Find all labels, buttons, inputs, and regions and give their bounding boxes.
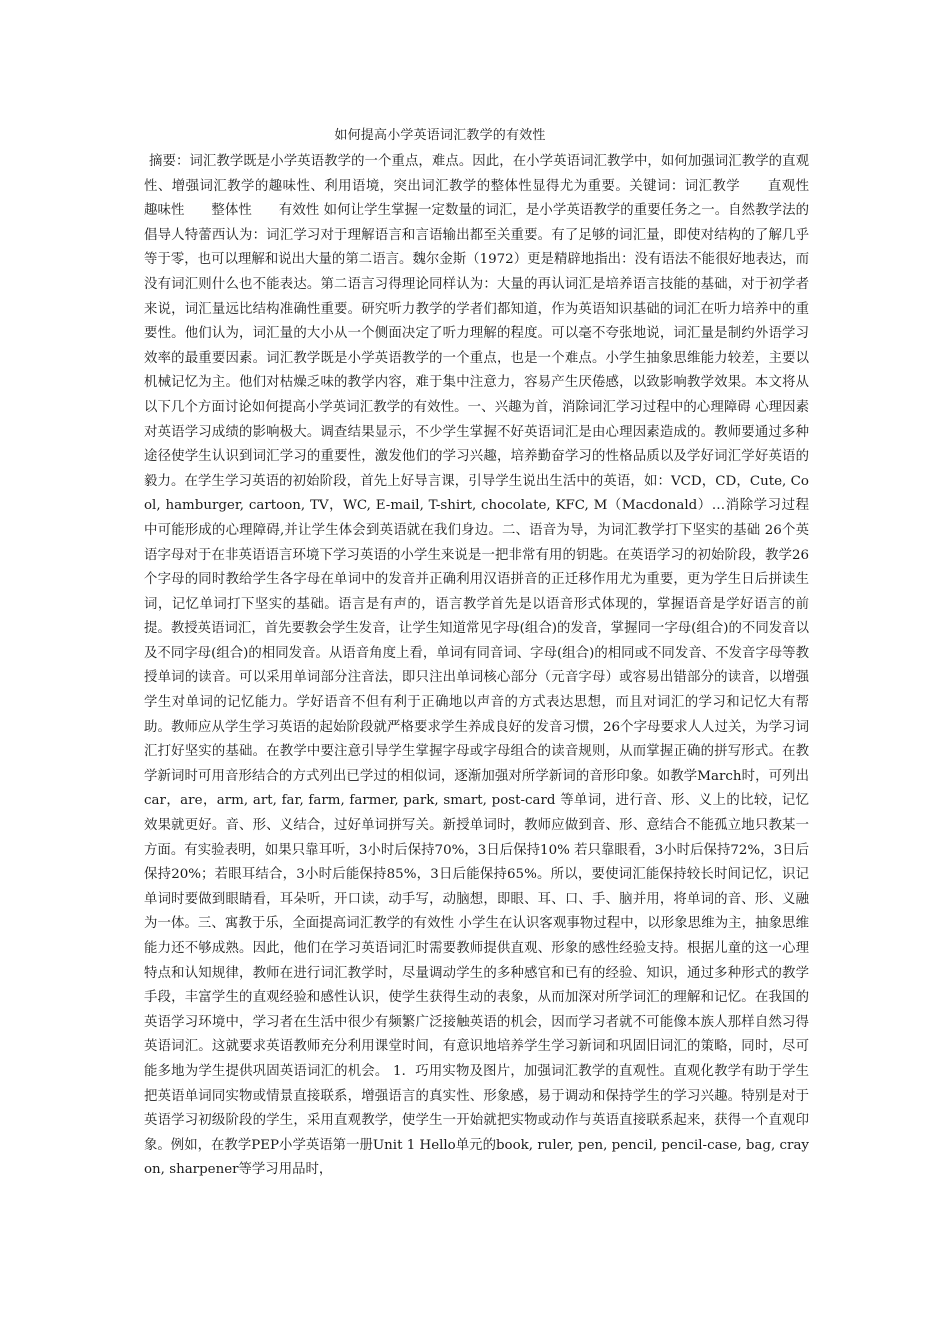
document-body — [144, 150, 836, 1183]
document-title: 如何提高小学英语词汇教学的有效性 — [334, 128, 546, 143]
body-paragraph: 摘要：词汇教学既是小学英语教学的一个重点，难点。因此，在小学英语词汇教学中，如何加强词汇教学的直观性、增强词汇教学的趣味性、利用语境，突出词汇教学的整体性显得尤为重要。关键词：词汇教学 直观性 趣味性 整体性 有效性 如何让学生掌握一定数量的词汇，是小学英语教学的重要任务之一。自然教学法的倡导人特蕾西认为：词汇学习对于理解语言和言语输出都至关重要。有了足够的词汇量，即使对结构的了解几乎等于零，也可以理解和说出大量的第二语言。魏尔金斯（1972）更是精辟地指出：没有语法不能很好地表达，而没有词汇则什么也不能表达。第二语言习得理论同样认为：大量的再认词汇是培养语言技能的基础，对于初学者来说，词汇量远比结构准确性重要。研究听力教学的学者们都知道，作为英语知识基础的词汇在听力培养中的重要性。他们认为，词汇量的大小从一个侧面决定了听力理解的程度。可以毫不夸张地说，词汇量是制约外语学习效率的最重要因素。词汇教学既是小学英语教学的一个重点，也是一个难点。小学生抽象思维能力较差，主要以机械记忆为主。他们对枯燥乏味的教学内容，难于集中注意力，容易产生厌倦感，以致影响教学效果。本文将从以下几个方面讨论如何提高小学英词汇教学的有效性。一、兴趣为首，消除词汇学习过程中的心理障碍 心理因素对英语学习成绩的影响极大。调查结果显示，不少学生掌握不好英语词汇是由心理因素造成的。教师要通过多种途径使学生认识到词汇学习的重要性，激发他们的学习兴趣，培养勤奋学习的性格品质以及学好词汇学好英语的毅力。在学生学习英语的初始阶段，首先上好导言课，引导学生说出生活中的英语，如：VCD，CD，Cute, Cool, hamburger, cartoon, TV，WC, E-mail, T-shirt, chocolate, KFC, M（Macdonald）…消除学习过程中可能形成的心理障碍,并让学生体会到英语就在我们身边。二、语音为导，为词汇教学打下坚实的基础 26个英语字母对于在非英语语言环境下学习英语的小学生来说是一把非常有用的钥匙。在英语学习的初始阶段，教学26个字母的同时教给学生各字母在单词中的发音并正确利用汉语拼音的正迁移作用尤为重要，更为学生日后拼读生词，记忆单词打下坚实的基础。语言是有声的，语言教学首先是以语音形式体现的，掌握语音是学好语言的前提。教授英语词汇，首先要教会学生发音，让学生知道常见字母(组合)的发音，掌握同一字母(组合)的不同发音以及不同字母(组合)的相同发音。从语音角度上看，单词有同音词、字母(组合)的相同或不同发音、不发音字母等教授单词的读音。可以采用单词部分注音法，即只注出单词核心部分（元音字母）或容易出错部分的读音，以增强学生对单词的记忆能力。学好语音不但有利于正确地以声音的方式表达思想，而且对词汇的学习和记忆大有帮助。教师应从学生学习英语的起始阶段就严格要求学生养成良好的发音习惯，26个字母要求人人过关，为学习词汇打好坚实的基础。在教学中要注意引导学生掌握字母或字母组合的读音规则，从而掌握正确的拼写形式。在教学新词时可用音形结合的方式列出已学过的相似词，逐渐加强对所学新词的音形印象。如教学March时，可列出car，are，arm, art, far, farm, farmer, park, smart, post-card 等单词，进行音、形、义上的比较，记忆效果就更好。音、形、义结合，过好单词拼写关。新授单词时，教师应做到音、形、意结合不能孤立地只教某一方面。有实验表明，如果只靠耳听，3小时后保持70%，3日后保持10% 若只靠眼看，3小时后保持72%，3日后保持20%；若眼耳结合，3小时后能保持85%，3日后能保持65%。所以，要使词汇能保持较长时间记忆，识记单词时要做到眼睛看，耳朵听，开口读，动手写，动脑想，即眼、耳、口、手、脑并用，将单词的音、形、义融为一体。三、寓教于乐，全面提高词汇教学的有效性 小学生在认识客观事物过程中，以形象思维为主，抽象思维能力还不够成熟。因此，他们在学习英语词汇时需要教师提供直观、形象的感性经验支持。根据儿童的这一心理特点和认知规律，教师在进行词汇教学时，尽量调动学生的多种感官和已有的经验、知识，通过多种形式的教学手段，丰富学生的直观经验和感性认识，使学生获得生动的表象，从而加深对所学词汇的理解和记忆。在我国的英语学习环境中，学习者在生活中很少有频繁广泛接触英语的机会，因而学习者就不可能像本族人那样自然习得英语词汇。这就要求英语教师充分利用课堂时间，有意识地培养学生学习新词和巩固旧词汇的策略，同时，尽可能多地为学生提供巩固英语词汇的机会。 1．巧用实物及图片，加强词汇教学的直观性。直观化教学有助于学生把英语单词同实物或情景直接联系，增强语言的真实性、形象感，易于调动和保持学生的学习兴趣。特别是对于英语学习初级阶段的学生，采用直观教学，使学生一开始就把实物或动作与英语直接联系起来，获得一个直观印象。例如，在教学PEP小学英语第一册Unit 1 Hello单元的book, ruler, pen, pencil, pencil-case, bag, crayon, sharpener等学习用品时， — [144, 154, 836, 1178]
